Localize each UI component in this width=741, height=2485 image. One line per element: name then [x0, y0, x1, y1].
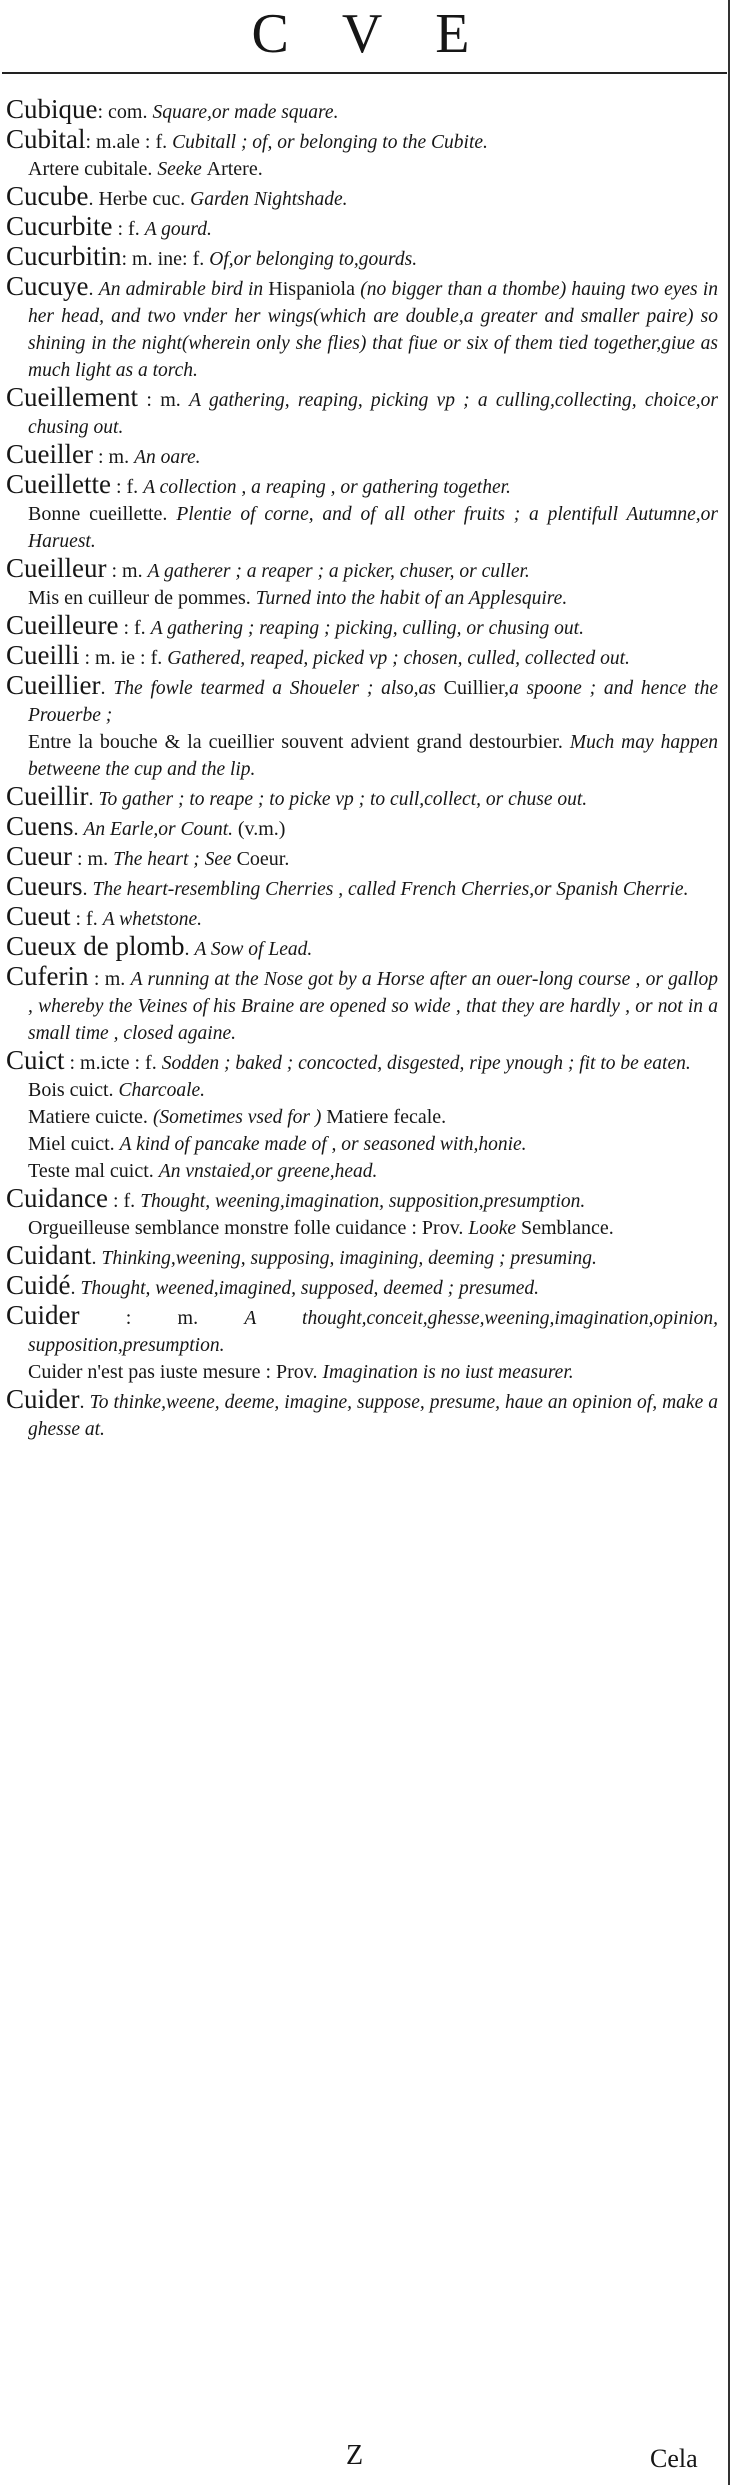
english-gloss: Thinking,weening, supposing, imagining, deeming ; presuming. — [101, 1248, 597, 1269]
french-text: Miel cuict. — [28, 1133, 120, 1155]
english-gloss: To thinke,weene, deeme, imagine, suppose, presume, haue an opinion of, make a ghesse at. — [28, 1392, 719, 1440]
english-gloss: Sodden ; baked ; concocted, disgested, ripe ynough ; fit to be eaten. — [161, 1053, 691, 1074]
sub-entry — [6, 1359, 718, 1386]
headword: Cueillir — [6, 781, 89, 811]
dictionary-entry — [6, 933, 718, 963]
headword: Cuens — [6, 811, 74, 841]
dictionary-entry — [6, 612, 718, 642]
dictionary-entry — [6, 813, 718, 843]
english-gloss: (Sometimes vsed for ) — [152, 1107, 327, 1128]
english-gloss: Garden Nightshade. — [190, 189, 348, 210]
headword: Cuidé — [6, 1270, 71, 1300]
dictionary-entry — [6, 642, 718, 672]
english-gloss: Plentie of corne, and of all other fruits ; a plentifull Autumne,or Haruest. — [28, 504, 718, 552]
headword: Cucurbite — [6, 211, 113, 241]
french-text: Artere cubitale. — [28, 158, 158, 180]
page-header: C V E — [251, 3, 490, 65]
french-text: . — [79, 1391, 90, 1413]
headword: Cuferin — [6, 961, 89, 991]
english-gloss: A gathering, reaping, picking vp ; a culling,collecting, choice,or chusing out. — [28, 390, 718, 438]
headword: Cueillement — [6, 382, 138, 412]
english-gloss: Charcoale. — [118, 1080, 206, 1101]
french-text: : com. — [97, 101, 153, 123]
english-gloss: A gathering ; reaping ; picking, culling, or chusing out. — [150, 618, 584, 639]
dictionary-entry — [6, 273, 718, 384]
sub-entry — [6, 585, 718, 612]
dictionary-entry — [6, 1272, 718, 1302]
sub-entry — [6, 1215, 718, 1242]
dictionary-entry — [6, 1386, 718, 1443]
headword: Cueurs — [6, 871, 83, 901]
french-text: Bonne cueillette. — [28, 503, 177, 525]
french-text: : m. — [88, 968, 131, 990]
sub-entry — [6, 1158, 718, 1185]
english-gloss: An vnstaied,or greene,head. — [158, 1161, 378, 1182]
french-text: (v.m.) — [237, 818, 286, 840]
english-gloss: Thought, weening,imagination, supposition,presumption. — [140, 1191, 586, 1212]
column-rule — [728, 0, 730, 2485]
english-gloss: Thought, weened,imagined, supposed, deemed ; presumed. — [80, 1278, 540, 1299]
french-text: . Herbe cuc. — [88, 188, 191, 210]
dictionary-entry — [6, 96, 718, 126]
english-gloss: An Earle,or Count. — [83, 819, 238, 840]
english-gloss: A whetstone. — [102, 909, 203, 930]
english-gloss: Imagination is no iust measurer. — [322, 1362, 574, 1383]
dictionary-entry — [6, 126, 718, 156]
headword: Cuider — [6, 1300, 80, 1330]
dictionary-entry — [6, 243, 718, 273]
french-text: : m. ie : f. — [79, 647, 168, 669]
headword: Cuidant — [6, 1240, 92, 1270]
dictionary-entry — [6, 1242, 718, 1272]
english-gloss: A collection , a reaping , or gathering together. — [143, 477, 511, 498]
french-text: Artere. — [206, 158, 263, 180]
french-text: : m. ine: f. — [121, 248, 210, 270]
french-text: : f. — [118, 617, 151, 639]
english-gloss: Gathered, reaped, picked vp ; chosen, culled, collected out. — [167, 648, 630, 669]
dictionary-entry — [6, 1185, 718, 1215]
french-text: : m. — [92, 446, 135, 468]
french-text: Bois cuict. — [28, 1079, 119, 1101]
french-text: : f. — [110, 476, 144, 498]
french-text: Matiere cuicte. — [28, 1106, 153, 1128]
french-text: : m. — [79, 1307, 245, 1329]
french-text: Entre la bouche & la cueillier souvent advient grand destourbier. — [28, 731, 570, 753]
headword: Cucuye — [6, 271, 89, 301]
entry-list — [6, 96, 718, 1443]
french-text: : m. — [137, 389, 190, 411]
headword: Cueiller — [6, 439, 93, 469]
french-text: . — [70, 1277, 81, 1299]
dictionary-entry — [6, 963, 718, 1047]
headword: Cueut — [6, 901, 71, 931]
header-rule — [2, 72, 727, 74]
dictionary-entry — [6, 555, 718, 585]
french-text: . — [73, 818, 84, 840]
sub-entry — [6, 156, 718, 183]
dictionary-entry — [6, 441, 718, 471]
dictionary-entry — [6, 1302, 718, 1359]
english-gloss: An oare. — [134, 447, 201, 468]
headword: Cubique — [6, 94, 98, 124]
headword: Cucube — [6, 181, 89, 211]
dictionary-entry — [6, 183, 718, 213]
english-gloss: (no bigger than a thombe) hauing two eyes in her head, and two vnder her wings(which are double,a greater and smaller paire) so shining in the night(wherein only she flies) that fiue or six of them tied together,giue as much light as a torch. — [28, 279, 718, 381]
english-gloss: a spoone ; and hence the Prouerbe ; — [28, 678, 718, 726]
headword: Cucurbitin — [6, 241, 122, 271]
french-text: : f. — [70, 908, 103, 930]
french-text: . — [100, 677, 114, 699]
headword: Cueillette — [6, 469, 111, 499]
english-gloss: A running at the Nose got by a Horse after an ouer-long course , or gallop , whereby the Veines of his Braine are opened so wide , that they are hardly , or not in a small time , closed againe. — [28, 969, 718, 1044]
french-text: : m.ale : f. — [85, 131, 173, 153]
french-text: Semblance. — [520, 1217, 614, 1239]
dictionary-entry — [6, 213, 718, 243]
catchword: Cela — [650, 2444, 698, 2473]
english-gloss: A kind of pancake made of , or seasoned with,honie. — [119, 1134, 527, 1155]
headword: Cubital — [6, 124, 86, 154]
dictionary-entry — [6, 903, 718, 933]
sub-entry — [6, 729, 718, 783]
sub-entry — [6, 1077, 718, 1104]
english-gloss: Square,or made square. — [152, 102, 339, 123]
french-text: : m. — [106, 560, 148, 582]
french-text: : f. — [107, 1190, 141, 1212]
french-text: Teste mal cuict. — [28, 1160, 159, 1182]
english-gloss: Seeke — [157, 159, 207, 180]
english-gloss: A gourd. — [144, 219, 212, 240]
french-text: : m.icte : f. — [64, 1052, 162, 1074]
headword: Cuict — [6, 1045, 65, 1075]
english-gloss: Much may happen betweene the cup and the lip. — [28, 732, 718, 780]
dictionary-entry — [6, 672, 718, 729]
french-text: : m. — [71, 848, 114, 870]
page-footer — [0, 2440, 741, 2480]
dictionary-entry — [6, 783, 718, 813]
headword: Cueux de plomb — [6, 931, 185, 961]
english-gloss: A Sow of Lead. — [194, 939, 313, 960]
french-text: . — [91, 1247, 102, 1269]
headword: Cueilleur — [6, 553, 107, 583]
headword: Cueilleure — [6, 610, 119, 640]
english-gloss: A thought,conceit,ghesse,weening,imagination,opinion, supposition,presumption. — [28, 1308, 718, 1356]
dictionary-entry — [6, 471, 718, 501]
headword: Cueillier — [6, 670, 101, 700]
french-text: . — [88, 278, 99, 300]
dictionary-entry — [6, 1047, 718, 1077]
headword: Cuider — [6, 1384, 80, 1414]
english-gloss: Of,or belonging to,gourds. — [209, 249, 418, 270]
english-gloss: The heart-resembling Cherries , called French Cherries,or Spanish Cherrie. — [92, 879, 689, 900]
english-gloss: Looke — [468, 1218, 521, 1239]
french-text: . — [82, 878, 93, 900]
english-gloss: The fowle tearmed a Shoueler ; also,as — [113, 678, 444, 699]
english-gloss: An admirable bird in — [98, 279, 269, 300]
sub-entry — [6, 1131, 718, 1158]
dictionary-entry — [6, 843, 718, 873]
english-gloss: The heart ; See — [113, 849, 237, 870]
sub-entry — [6, 501, 718, 555]
english-gloss: Turned into the habit of an Applesquire. — [255, 588, 568, 609]
dictionary-entry — [6, 384, 718, 441]
headword: Cuidance — [6, 1183, 108, 1213]
french-text: . — [184, 938, 195, 960]
french-text: Coeur. — [236, 848, 290, 870]
sub-entry — [6, 1104, 718, 1131]
french-text: : f. — [112, 218, 145, 240]
french-text: Orgueilleuse semblance monstre folle cuidance : Prov. — [28, 1217, 469, 1239]
headword: Cueilli — [6, 640, 80, 670]
english-gloss: Cubitall ; of, or belonging to the Cubite. — [172, 132, 488, 153]
dictionary-entry — [6, 873, 718, 903]
french-text: Cuillier, — [443, 677, 509, 699]
english-gloss: To gather ; to reape ; to picke vp ; to cull,collect, or chuse out. — [98, 789, 588, 810]
french-text: Cuider n'est pas iuste mesure : Prov. — [28, 1361, 323, 1383]
headword: Cueur — [6, 841, 72, 871]
french-text: Matiere fecale. — [326, 1106, 447, 1128]
french-text: . — [88, 788, 99, 810]
french-text: Mis en cuilleur de pommes. — [28, 587, 256, 609]
signature-mark: Z — [346, 2440, 364, 2471]
english-gloss: A gatherer ; a reaper ; a picker, chuser, or culler. — [147, 561, 530, 582]
french-text: Hispaniola — [268, 278, 361, 300]
